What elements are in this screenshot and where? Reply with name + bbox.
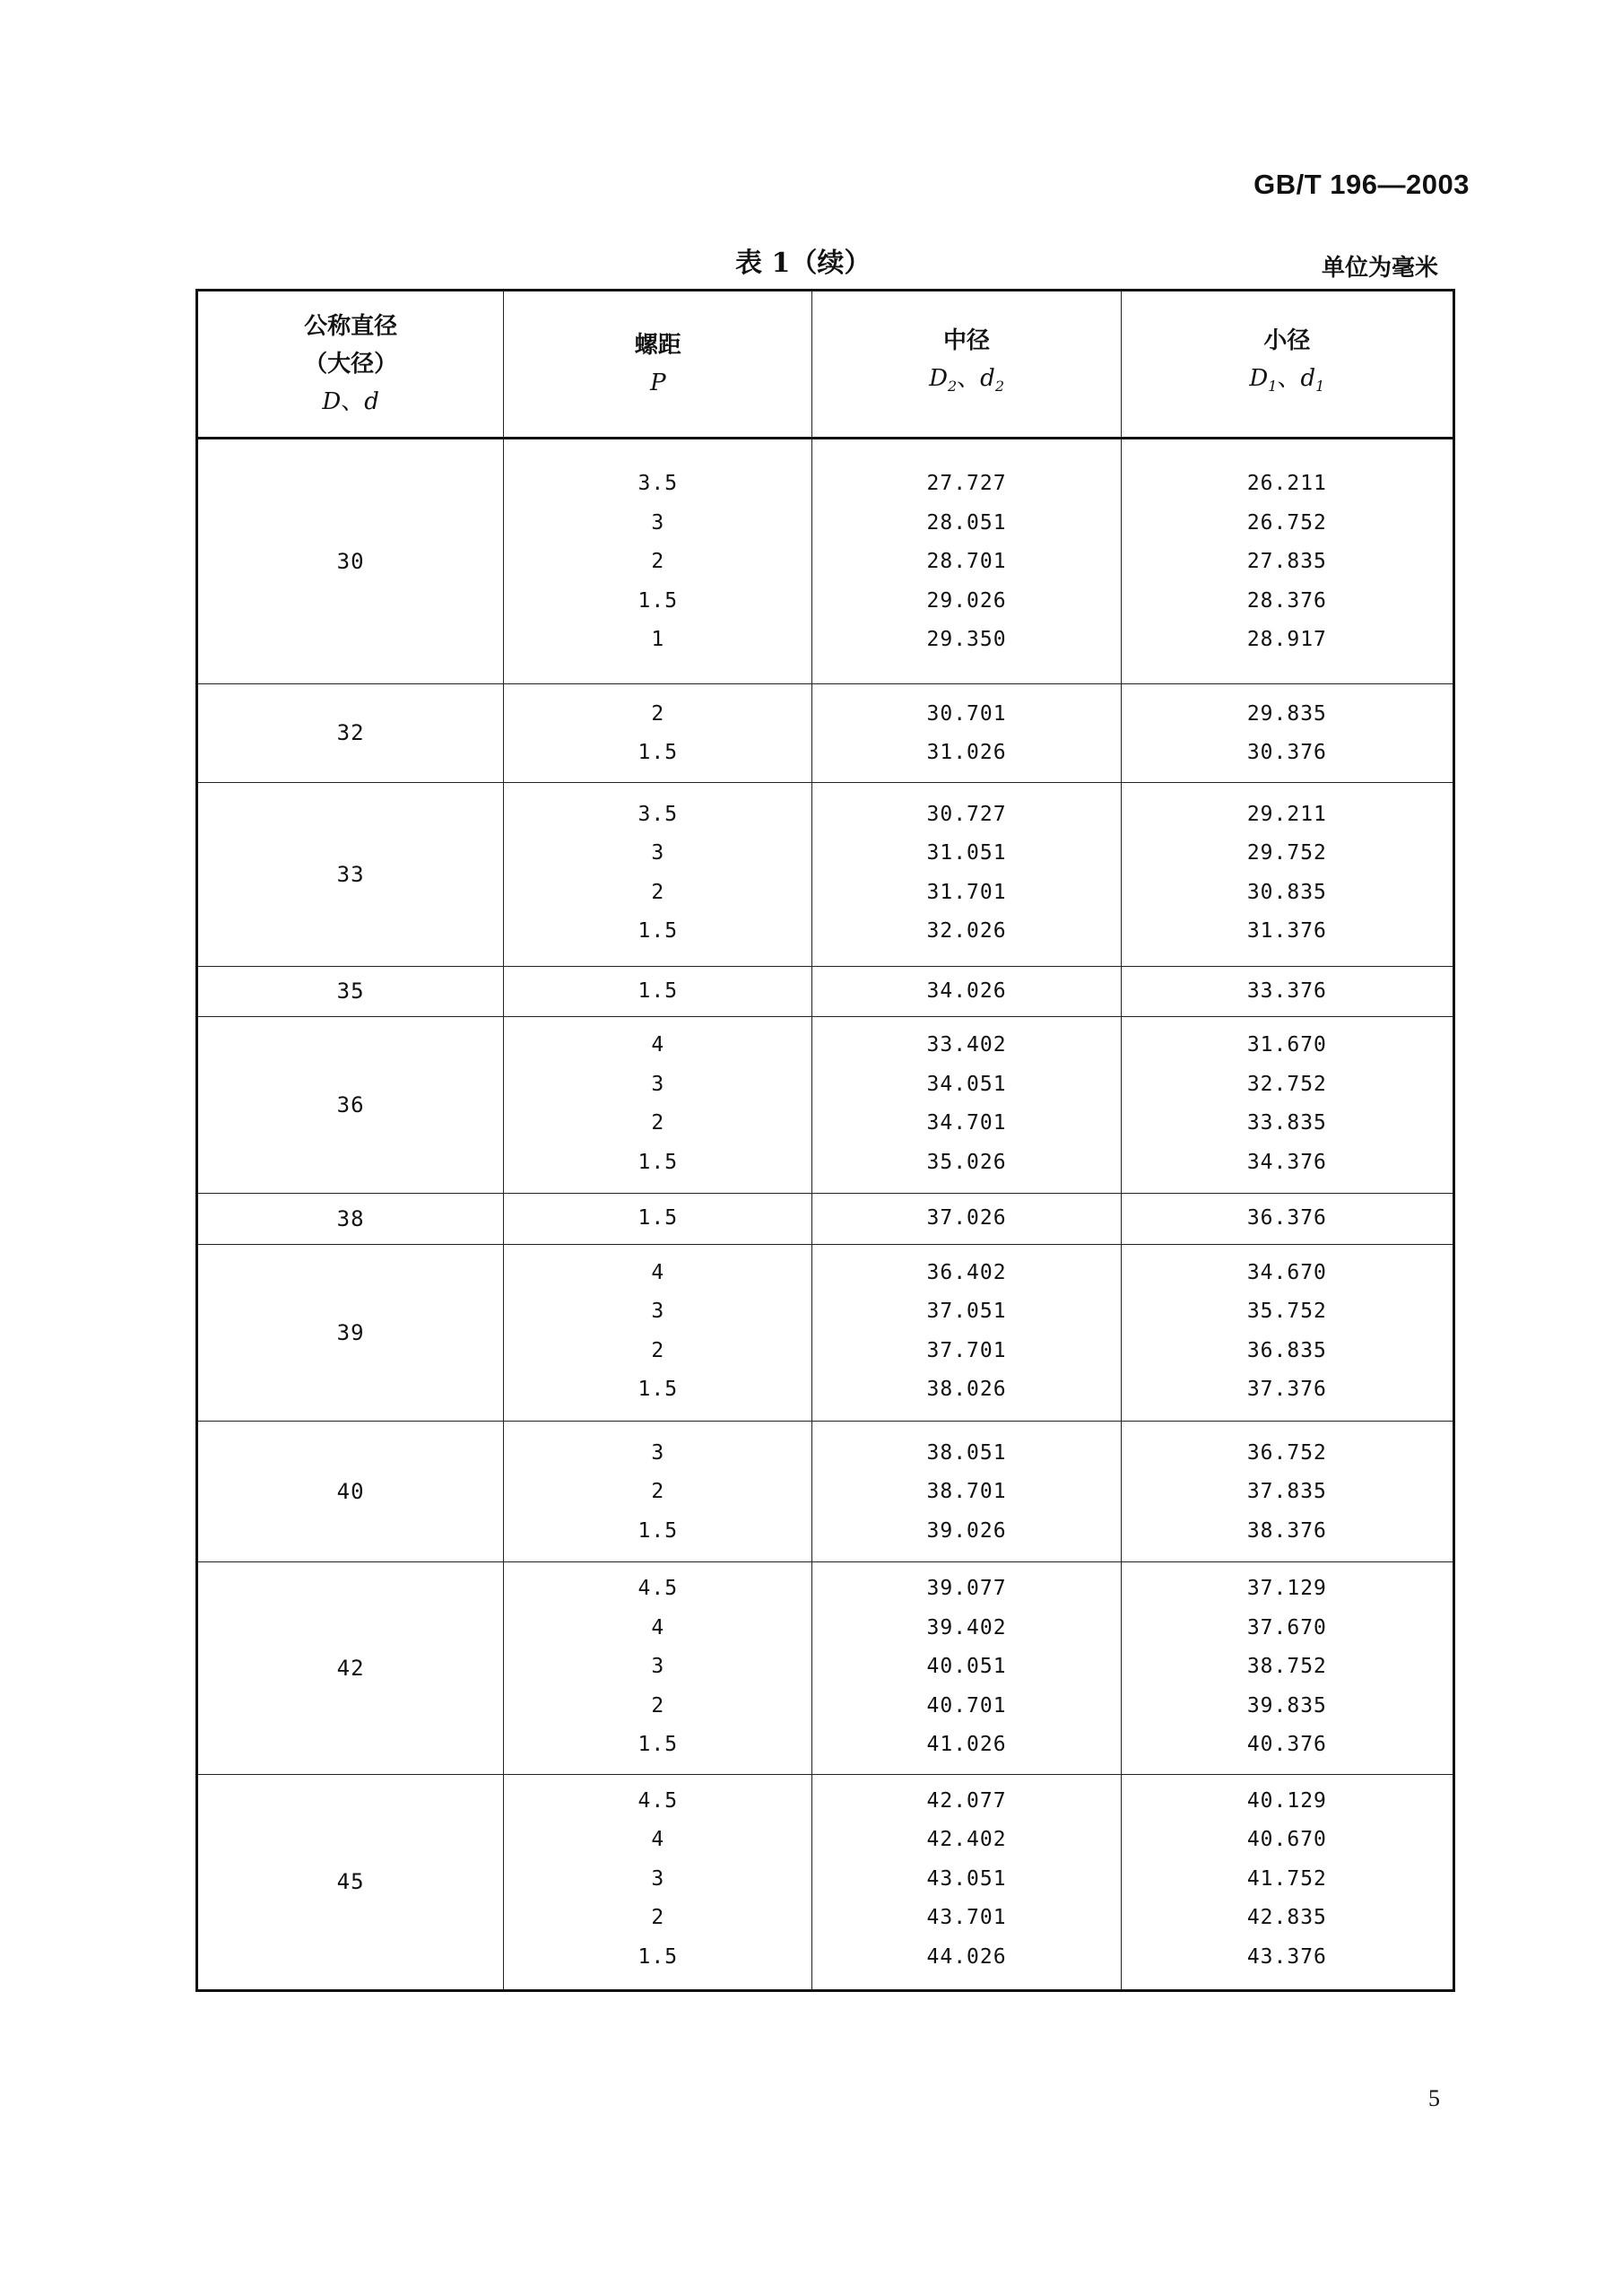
minor-diameter-cell [1121, 1194, 1453, 1245]
table-row [197, 1421, 1454, 1562]
pitch-diameter-cell-value: 44.026 [926, 1944, 1007, 1969]
table-row [197, 1017, 1454, 1194]
minor-diameter-cell-value: 41.752 [1246, 1866, 1327, 1891]
table-body [197, 439, 1454, 1991]
pitch-diameter-cell [812, 683, 1121, 782]
pitch-cell [504, 966, 812, 1017]
pitch-cell-value: 4 [651, 1260, 665, 1284]
pitch-cell-value: 4 [651, 1615, 665, 1639]
symbol-main: D [322, 388, 342, 415]
minor-diameter-cell-value: 40.376 [1246, 1733, 1327, 1756]
minor-diameter-cell-value: 35.752 [1246, 1300, 1327, 1323]
minor-diameter-cell-value: 36.752 [1246, 1440, 1327, 1465]
sym-b: d [980, 365, 995, 393]
minor-diameter-cell-value: 36.835 [1246, 1338, 1327, 1362]
sub-a: 2 [947, 378, 958, 396]
pitch-diameter-cell-value: 40.051 [926, 1655, 1007, 1678]
pitch-cell-value: 1.5 [638, 978, 679, 1003]
pitch-cell-value: 2 [651, 880, 665, 904]
unit-note: 单位为毫米 [1321, 255, 1438, 282]
pitch-cell [504, 1774, 812, 1991]
pitch-diameter-cell-value: 40.701 [926, 1693, 1007, 1718]
pitch-diameter-cell [812, 1562, 1121, 1775]
pitch-diameter-cell-value: 36.402 [926, 1260, 1007, 1284]
pitch-cell-value: 2 [651, 550, 665, 573]
pitch-cell-value: 1.5 [638, 1150, 679, 1174]
table-row [197, 966, 1454, 1017]
header-pitch-diameter-label: 中径 [943, 327, 991, 355]
sub-b: 1 [1315, 378, 1325, 396]
pitch-diameter-cell [812, 1017, 1121, 1194]
header-minor-diameter-symbol [1122, 360, 1453, 405]
header-nominal-line1: 公称直径 [304, 313, 398, 340]
nominal-diameter-cell: 40 [197, 1421, 504, 1562]
table-row [197, 1244, 1454, 1421]
pitch-cell-value: 1.5 [638, 741, 679, 764]
minor-diameter-cell-value: 39.835 [1246, 1693, 1327, 1718]
pitch-cell-value: 2 [651, 1480, 665, 1503]
table-row [197, 782, 1454, 966]
pitch-diameter-cell-value: 43.051 [926, 1866, 1007, 1891]
header-nominal-line2: （大径） [304, 351, 398, 378]
minor-diameter-cell-value: 28.376 [1246, 588, 1327, 613]
pitch-cell-value: 2 [651, 1338, 665, 1362]
nominal-diameter-cell: 33 [197, 782, 504, 966]
minor-diameter-cell-value: 40.129 [1246, 1788, 1327, 1813]
pitch-cell-value: 1.5 [638, 1518, 679, 1543]
sym-sep: 、 [957, 365, 981, 393]
minor-diameter-cell [1121, 782, 1453, 966]
page-number: 5 [1428, 2085, 1440, 2111]
pitch-diameter-cell [812, 1194, 1121, 1245]
pitch-cell-value: 3 [651, 1300, 665, 1323]
table-title: 表 1（续） [735, 248, 872, 279]
pitch-cell-value: 4 [651, 1033, 665, 1057]
pitch-diameter-cell-value: 31.026 [926, 741, 1007, 764]
pitch-diameter-cell-value: 31.701 [926, 880, 1007, 904]
pitch-diameter-cell-value: 38.051 [926, 1440, 1007, 1465]
minor-diameter-cell [1121, 1017, 1453, 1194]
pitch-cell-value: 3 [651, 510, 665, 535]
pitch-cell-value: 3 [651, 1072, 665, 1096]
pitch-cell-value: 1.5 [638, 919, 679, 943]
pitch-cell-value: 4 [651, 1828, 665, 1851]
minor-diameter-cell-value: 32.752 [1246, 1072, 1327, 1096]
pitch-cell-value: 2 [651, 1906, 665, 1929]
pitch-cell [504, 782, 812, 966]
minor-diameter-cell-value: 30.376 [1246, 741, 1327, 764]
pitch-diameter-cell [812, 966, 1121, 1017]
pitch-diameter-cell-value: 37.026 [926, 1206, 1007, 1230]
minor-diameter-cell-value: 38.376 [1246, 1518, 1327, 1543]
pitch-cell-value: 1.5 [638, 1378, 679, 1401]
nominal-diameter-cell: 42 [197, 1562, 504, 1775]
pitch-cell-value: 2 [651, 701, 665, 726]
minor-diameter-cell-value: 31.670 [1246, 1033, 1327, 1057]
header-pitch [504, 291, 812, 439]
pitch-cell-value: 3.5 [638, 802, 679, 826]
pitch-diameter-cell-value: 34.051 [926, 1072, 1007, 1096]
minor-diameter-cell-value: 31.376 [1246, 919, 1327, 943]
nominal-diameter-cell: 35 [197, 966, 504, 1017]
pitch-diameter-cell [812, 439, 1121, 684]
sym-sep: 、 [1277, 365, 1301, 393]
table-header-row [197, 291, 1454, 439]
pitch-diameter-cell-value: 41.026 [926, 1733, 1007, 1756]
minor-diameter-cell-value: 29.835 [1246, 701, 1327, 726]
pitch-diameter-cell [812, 1244, 1121, 1421]
pitch-cell-value: 2 [651, 1693, 665, 1718]
minor-diameter-cell-value: 38.752 [1246, 1655, 1327, 1678]
minor-diameter-cell-value: 42.835 [1246, 1906, 1327, 1929]
minor-diameter-cell [1121, 683, 1453, 782]
minor-diameter-cell-value: 37.670 [1246, 1615, 1327, 1639]
minor-diameter-cell-value: 37.376 [1246, 1378, 1327, 1401]
header-nominal-diameter [197, 291, 504, 439]
pitch-diameter-cell [812, 1421, 1121, 1562]
sym-b: d [1300, 365, 1316, 393]
nominal-diameter-cell: 32 [197, 683, 504, 782]
pitch-diameter-cell-value: 27.727 [926, 472, 1007, 495]
minor-diameter-cell-value: 40.670 [1246, 1828, 1327, 1851]
pitch-cell-value: 3 [651, 1440, 665, 1465]
pitch-cell-value: 3 [651, 841, 665, 865]
minor-diameter-cell-value: 29.211 [1246, 802, 1327, 826]
header-nominal-symbol [198, 383, 503, 421]
sub-b: 2 [994, 378, 1005, 396]
symbol-sep: 、 [341, 388, 365, 415]
minor-diameter-cell-value: 29.752 [1246, 841, 1327, 865]
pitch-cell-value: 3 [651, 1655, 665, 1678]
nominal-diameter-cell: 36 [197, 1017, 504, 1194]
pitch-cell-value: 4.5 [638, 1577, 679, 1600]
table-row [197, 1194, 1454, 1245]
pitch-cell-value: 1.5 [638, 1733, 679, 1756]
pitch-diameter-cell-value: 29.350 [926, 628, 1007, 651]
nominal-diameter-cell: 38 [197, 1194, 504, 1245]
pitch-diameter-cell-value: 32.026 [926, 919, 1007, 943]
pitch-cell-value: 3.5 [638, 472, 679, 495]
symbol-second: d [364, 388, 379, 415]
minor-diameter-cell [1121, 1774, 1453, 1991]
pitch-diameter-cell-value: 30.701 [926, 701, 1007, 726]
header-pitch-label: 螺距 [634, 332, 681, 359]
minor-diameter-cell-value: 34.376 [1246, 1150, 1327, 1174]
pitch-cell-value: 2 [651, 1111, 665, 1135]
thread-dimensions-table [195, 289, 1455, 1992]
pitch-diameter-cell-value: 38.701 [926, 1480, 1007, 1503]
pitch-cell-value: 1.5 [638, 1206, 679, 1230]
nominal-diameter-cell: 39 [197, 1244, 504, 1421]
minor-diameter-cell-value: 27.835 [1246, 550, 1327, 573]
pitch-diameter-cell-value: 35.026 [926, 1150, 1007, 1174]
minor-diameter-cell-value: 33.835 [1246, 1111, 1327, 1135]
minor-diameter-cell-value: 43.376 [1246, 1944, 1327, 1969]
header-pitch-symbol: P [650, 370, 666, 396]
header-minor-diameter [1121, 291, 1453, 439]
sym-a: D [1249, 365, 1269, 393]
pitch-diameter-cell-value: 34.701 [926, 1111, 1007, 1135]
pitch-cell-value: 1 [651, 628, 665, 651]
minor-diameter-cell-value: 37.835 [1246, 1480, 1327, 1503]
pitch-diameter-cell-value: 43.701 [926, 1906, 1007, 1929]
pitch-diameter-cell-value: 37.051 [926, 1300, 1007, 1323]
pitch-diameter-cell-value: 39.026 [926, 1518, 1007, 1543]
pitch-diameter-cell-value: 39.077 [926, 1577, 1007, 1600]
pitch-cell [504, 1194, 812, 1245]
pitch-diameter-cell [812, 782, 1121, 966]
pitch-diameter-cell-value: 42.077 [926, 1788, 1007, 1813]
header-pitch-diameter-symbol [812, 360, 1120, 405]
pitch-diameter-cell-value: 28.051 [926, 510, 1007, 535]
pitch-diameter-cell-value: 42.402 [926, 1828, 1007, 1851]
pitch-diameter-cell-value: 39.402 [926, 1615, 1007, 1639]
header-pitch-diameter [812, 291, 1121, 439]
table-row [197, 439, 1454, 684]
pitch-cell [504, 1421, 812, 1562]
header-minor-diameter-label: 小径 [1263, 327, 1311, 355]
pitch-diameter-cell-value: 31.051 [926, 841, 1007, 865]
pitch-cell [504, 1562, 812, 1775]
minor-diameter-cell [1121, 966, 1453, 1017]
table-row [197, 1774, 1454, 1991]
pitch-cell [504, 439, 812, 684]
standard-code: GB/T 196—2003 [1253, 169, 1470, 200]
minor-diameter-cell-value: 37.129 [1246, 1577, 1327, 1600]
pitch-cell-value: 1.5 [638, 588, 679, 613]
minor-diameter-cell-value: 33.376 [1246, 978, 1327, 1003]
pitch-diameter-cell-value: 37.701 [926, 1338, 1007, 1362]
pitch-diameter-cell-value: 34.026 [926, 978, 1007, 1003]
minor-diameter-cell [1121, 1562, 1453, 1775]
minor-diameter-cell-value: 26.211 [1246, 472, 1327, 495]
pitch-diameter-cell [812, 1774, 1121, 1991]
minor-diameter-cell-value: 28.917 [1246, 628, 1327, 651]
sym-a: D [929, 365, 948, 393]
table-row [197, 683, 1454, 782]
table-row [197, 1562, 1454, 1775]
nominal-diameter-cell: 30 [197, 439, 504, 684]
pitch-diameter-cell-value: 38.026 [926, 1378, 1007, 1401]
sub-a: 1 [1268, 378, 1278, 396]
minor-diameter-cell [1121, 1244, 1453, 1421]
minor-diameter-cell-value: 30.835 [1246, 880, 1327, 904]
pitch-cell-value: 1.5 [638, 1944, 679, 1969]
nominal-diameter-cell: 45 [197, 1774, 504, 1991]
minor-diameter-cell-value: 26.752 [1246, 510, 1327, 535]
pitch-cell-value: 3 [651, 1866, 665, 1891]
pitch-diameter-cell-value: 33.402 [926, 1033, 1007, 1057]
pitch-diameter-cell-value: 30.727 [926, 802, 1007, 826]
pitch-cell [504, 1017, 812, 1194]
minor-diameter-cell-value: 36.376 [1246, 1206, 1327, 1230]
pitch-diameter-cell-value: 28.701 [926, 550, 1007, 573]
minor-diameter-cell [1121, 439, 1453, 684]
pitch-cell [504, 683, 812, 782]
minor-diameter-cell-value: 34.670 [1246, 1260, 1327, 1284]
pitch-cell [504, 1244, 812, 1421]
minor-diameter-cell [1121, 1421, 1453, 1562]
pitch-diameter-cell-value: 29.026 [926, 588, 1007, 613]
pitch-cell-value: 4.5 [638, 1788, 679, 1813]
